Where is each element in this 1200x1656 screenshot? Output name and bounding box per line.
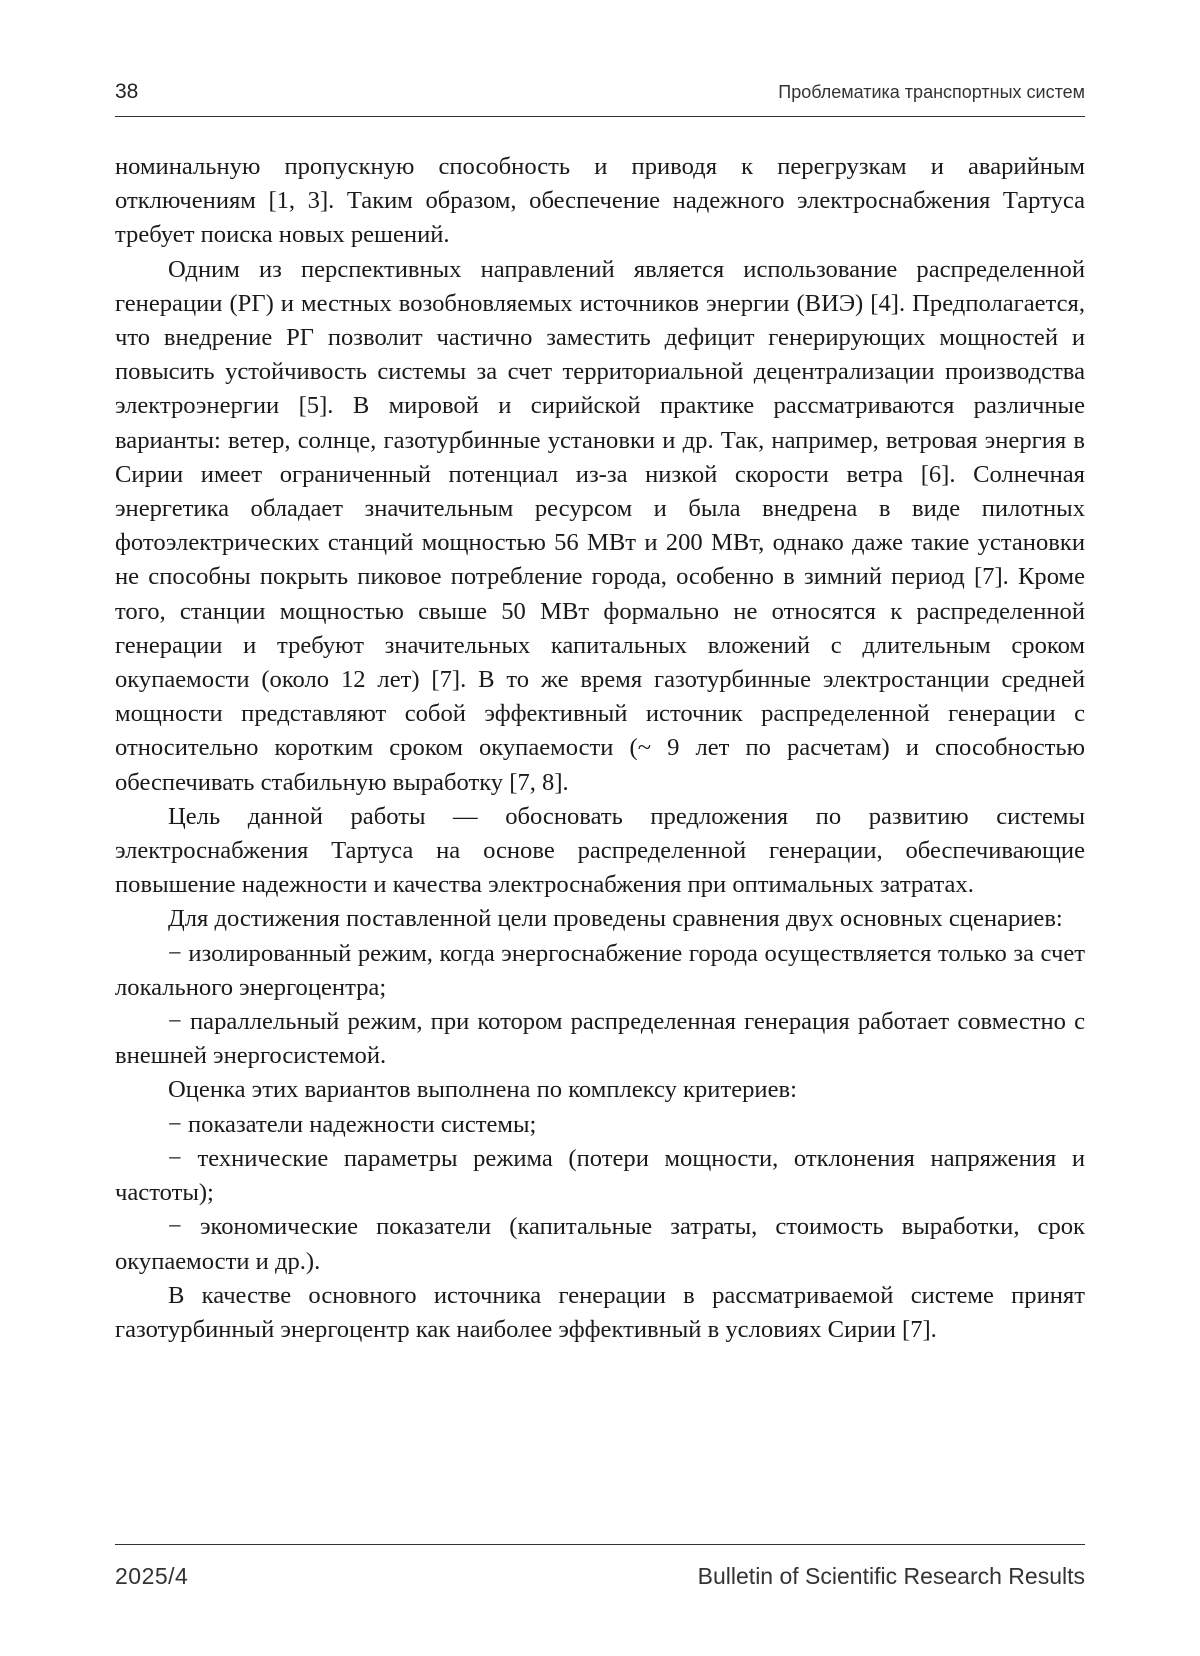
list-item: − технические параметры режима (потери мощности, отклонения напряжения и частоты); xyxy=(115,1144,1085,1207)
page-number: 38 xyxy=(115,80,139,103)
paragraph: Для достижения поставленной цели проведены сравнения двух основных сценариев: xyxy=(168,905,1063,933)
article-body xyxy=(115,150,1085,1347)
list-item: − параллельный режим, при котором распределенная генерация работает совместно с внешней энергосистемой. xyxy=(115,1008,1085,1070)
running-title: Проблематика транспортных систем xyxy=(778,82,1085,102)
paragraph: В качестве основного источника генерации в рассматриваемой системе принят газотурбинный энергоцентр как наиболее эффективный в условиях Сирии [7]. xyxy=(115,1281,1085,1343)
paragraph: Цель данной работы — обосновать предложения по развитию системы электроснабжения Тартуса на основе распределенной генерации, обеспечивающие повышение надежности и качества электроснабжения при оптимальных затратах. xyxy=(115,802,1085,899)
page-header xyxy=(115,76,1085,117)
paragraph: номинальную пропускную способность и приводя к перегрузкам и аварийным отключениям [1, 3]. Таким образом, обеспечение надежного электроснабжения Тартуса требует поиска новых решений. xyxy=(115,153,1085,249)
journal-title: Bulletin of Scientific Research Results xyxy=(697,1563,1085,1589)
page-footer xyxy=(115,1544,1085,1597)
paragraph: Одним из перспективных направлений является использование распределенной генерации (РГ) и местных возобновляемых источников энергии (ВИЭ) [4]. Предполагается, что внедрение РГ позволит частично заместить дефицит генерирующих мощностей и повысить устойчивость системы за счет территориальной децентрализации производства электроэнергии [5]. В мировой и сирийской практике рассматриваются различные варианты: ветер, солнце, газотурбинные установки и др. Так, например, ветровая энергия в Сирии имеет ограниченный потенциал из-за низкой скорости ветра [6]. Солнечная энергетика обладает значительным ресурсом и была внедрена в виде пилотных фотоэлектрических станций мощностью 56 МВт и 200 МВт, однако даже такие установки не способны покрыть пиковое потребление города, особенно в зимний период [7]. Кроме того, станции мощностью свыше 50 МВт формально не относятся к распределенной генерации и требуют значительных капитальных вложений с длительным сроком окупаемости (около 12 лет) [7]. В то же время газотурбинные электростанции средней мощности представляют собой эффективный источник распределенной генерации с относительно коротким сроком окупаемости (~ 9 лет по расчетам) и способностью обеспечивать стабильную выработку [7, 8]. xyxy=(115,255,1085,796)
list-item: − показатели надежности системы; xyxy=(168,1110,537,1138)
issue-number: 2025/4 xyxy=(115,1563,189,1589)
list-item: − изолированный режим, когда энергоснабжение города осуществляется только за счет локального энергоцентра; xyxy=(115,939,1085,1001)
list-item: − экономические показатели (капитальные затраты, стоимость выработки, срок окупаемости и др.). xyxy=(115,1213,1085,1275)
paragraph: Оценка этих вариантов выполнена по комплексу критериев: xyxy=(168,1076,797,1104)
